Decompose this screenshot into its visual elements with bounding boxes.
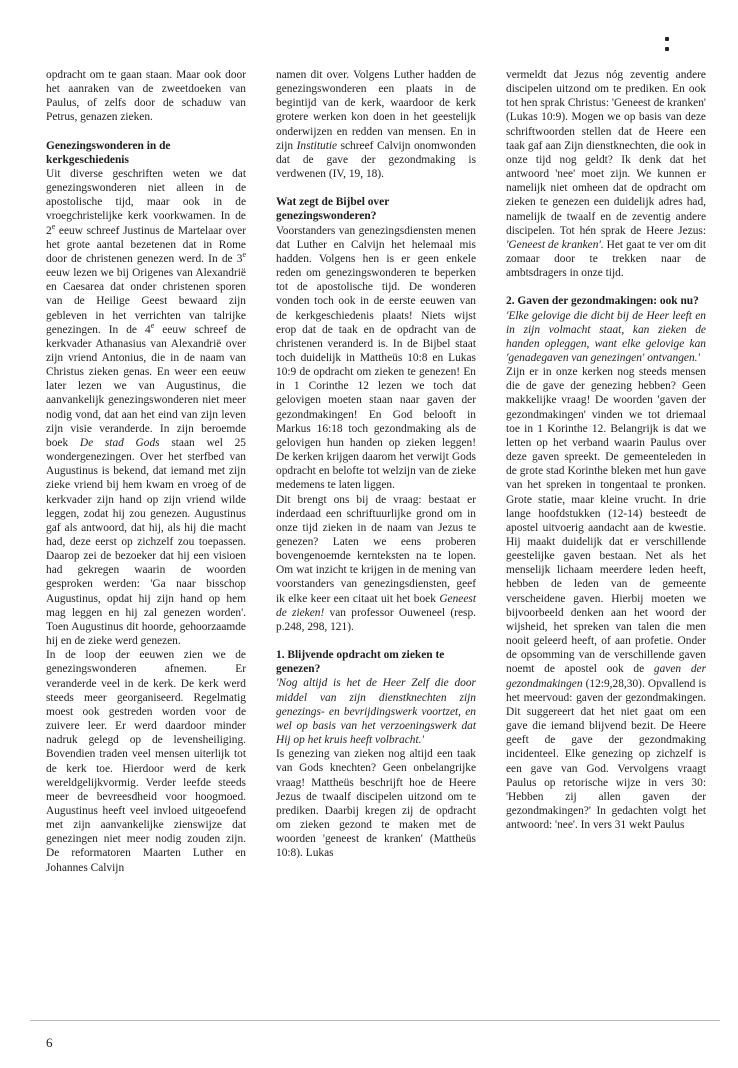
section-heading: 2. Gaven der gezondmakingen: ook nu?: [506, 295, 699, 308]
footer-rule: [30, 1020, 720, 1021]
mark-dot-icon: [665, 37, 669, 41]
paragraph: Voorstanders van genezingsdiensten menen dat Luther en Calvijn het helemaal mis hadden. Volgens hen is er geen enkele reden om genezingswonderen te beperken tot de apostolische tijd. De wonderen vonden toch ook in de eerste eeuwen van de kerkgeschiedenis plaats! Niets wijst erop dat de taak en de opdracht van de christenen veranderd is. In de Bijbel staat toch duidelijk in Mattheüs 10:8 en Lukas 10:9 de opdracht om zieken te genezen! En in 1 Corinthe 12 lezen we toch dat gelovigen moeten staan naar gaven der gezondmakingen! En God belooft in Markus 16:18 toch gezondmaking als de gelovigen hun handen op zieken leggen! De kerken krijgen daarom het verwijt Gods opdracht en belofte tot welzijn van de zieke medemens te laten liggen.: [276, 224, 476, 492]
paragraph: Zijn er in onze kerken nog steeds mensen die de gave der genezing hebben? Geen makkelijke vraag! De woorden 'gaven der gezondmakingen' vinden we tot driemaal toe in 1 Korinthe 12. Belangrijk is dat we letten op het verband waarin Paulus over deze gaven spreekt. De gemeenteleden in de grote stad Korinthe bleken met hun gave van het spreken in tongentaal te pronken. Grote statie, maar kleine vrucht. In drie lange hoofdstukken (12-14) besteedt de apostel uitvoerig aandacht aan de kwestie. Hij maakt duidelijk dat er verschillende geestelijke gaven bestaan. Net als het menselijk lichaam meerdere leden heeft, hebben de leden van de gemeente verscheidene gaven. Hierbij moeten we bijvoorbeeld denken aan het woord der wijsheid, het spreken van talen die men nooit geleerd heeft, of aan profetie. Onder de opsomming van de verschillende gaven noemt de apostel ook de gaven der gezondmakingen (12:9,28,30). Opvallend is het meervoud: gaven der gezondmakingen. Dit suggereert dat het niet gaat om een gave die iemand blijvend bezit. De Heere geeft de gave der gezondmaking incidenteel. Elke genezing op zichzelf is een gave van God. Vervolgens vraagt Paulus op retorische wijze in vers 30: 'Hebben zij allen gaven der gezondmakingen?' In gedachten volgt het antwoord: 'nee'. In vers 31 wekt Paulus: [506, 366, 707, 832]
paragraph: vermeldt dat Jezus nóg zeventig andere discipelen uitzond om te prediken. En ook tot hen sprak Christus: 'Geneest de kranken' (Lukas 10:9). Mogen we op basis van deze schriftwoorden stellen dat de Heere een taak gaf aan Zijn dienstknechten, die ook in onze tijd nog geldt? Ik denk dat het antwoord 'nee' moet zijn. We kunnen er namelijk niet omheen dat de opdracht om zieken te genezen een duidelijk adres had, namelijk de twaalf en de zeventig andere discipelen. Tot hén sprak de Heere Jezus: 'Geneest de kranken'. Het gaat te ver om dit zomaar door te trekken naar de ambtsdragers in onze tijd.: [506, 69, 706, 280]
section-heading: Wat zegt de Bijbel over genezingswonderen?: [276, 196, 390, 223]
page-number: 6: [46, 1035, 53, 1050]
column-2: [276, 68, 476, 860]
corner-marks: [665, 33, 738, 53]
column-1: [46, 68, 246, 875]
column-3: [506, 68, 706, 832]
paragraph: In de loop der eeuwen zien we de genezingswonderen afnemen. Er veranderde veel in de kerk. De kerk werd steeds meer georganiseerd. Regelmatig moest ook gestreden worden voor de zuivere leer. Er werd daardoor minder nadruk gelegd op de levensheiliging. Bovendien traden veel mensen uiterlijk tot de kerk toe. Hierdoor werd de kerk wereldgelijkvormig. Verder leefde steeds meer de bevreesdheid voor hoogmoed. Augustinus heeft veel invloed uitgeoefend met zijn aanvankelijke zienswijze dat genezingen niet meer nodig zouden zijn. De reformatoren Maarten Luther en Johannes Calvijn: [46, 649, 246, 874]
quote: 'Nog altijd is het de Heer Zelf die door middel van zijn dienstknechten zijn genezings- en bevrijdingswerk voortzet, en wel op basis van het verzoeningswerk dat Hij op het kruis heeft volbracht.': [276, 677, 476, 747]
paragraph: Is genezing van zieken nog altijd een taak van Gods knechten? Geen onbelangrijke vraag! Mattheüs beschrijft hoe de Heere Jezus de twaalf discipelen uitzond om te prediken. Daarbij kregen zij de opdracht om zieken gezond te maken met de woorden 'geneest de kranken' (Mattheüs 10:8). Lukas: [276, 748, 476, 860]
mark-dot-icon: [665, 47, 669, 51]
section-heading: Genezingswonderen in de kerkgeschiedenis: [46, 139, 171, 166]
paragraph: Dit brengt ons bij de vraag: bestaat er inderdaad een schriftuurlijke grond om in onze tijd zieken in de naam van Jezus te genezen? Laten we eens proberen bovengenoemde kernteksten na te lopen. Om wat inzicht te krijgen in de mening van voorstanders van genezingsdiensten, geef ik elke keer een citaat uit het boek Geneest de zieken! van professor Ouweneel (resp. p.248, 298, 121).: [276, 493, 476, 633]
paragraph: Uit diverse geschriften weten we dat genezingswonderen niet alleen in de apostolische tijd, maar ook in de vroegchristelijke kerk voorkwamen. In de 2e eeuw schreef Justinus de Martelaar over het grote aantal bezetenen dat in Rome door de christenen genezen werd. In de 3e eeuw lezen we bij Origenes van Alexandrië en Caesarea dat onder christenen sporen van de Heilige Geest bewaard zijn gebleven in het verrichten van talrijke genezingen. In de 4e eeuw schreef de kerkvader Athanasius van Alexandrië over zijn vriend Antonius, die in de naam van Christus zieken genas. En weer een eeuw later lezen we van Augustinus, die aanvankelijk genezingswonderen niet meer nodig vond, dat aan het eind van zijn leven zijn visie veranderde. In zijn beroemde boek De stad Gods staan wel 25 wondergenezingen. Over het sterfbed van Augustinus is bekend, dat iemand met zijn zieke vriend bij hem kwam en vroeg of de kerkvader zijn hand op zijn vriend wilde leggen, zodat hij zou genezen. Augustinus gaf als antwoord, dat hij, als hij die macht had, deze eerst op zichzelf zou toepassen. Daarop zei de bezoeker dat hij een visioen had gekregen waarin de woorden gesproken werden: 'Ga naar bisschop Augustinus, opdat hij zijn hand op hem mag leggen en hij zal genezen worden'. Toen Augustinus dit hoorde, gehoorzaamde hij en de zieke werd genezen.: [46, 167, 246, 648]
quote: 'Elke gelovige die dicht bij de Heer leeft en in zijn volmacht staat, kan zieken de handen opleggen, want elke gelovige kan 'genadegaven van genezingen' ontvangen.': [506, 309, 706, 364]
section-heading: 1. Blijvende opdracht om zieken te genezen?: [276, 649, 445, 676]
paragraph: namen dit over. Volgens Luther hadden de genezingswonderen een plaats in de begintijd van de kerk, waardoor de kerk grotere werken kon doen in het geestelijk onderwijzen en redden van mensen. En in zijn Institutie schreef Calvijn onomwonden dat de gave der gezondmaking is verdwenen (IV, 19, 18).: [276, 69, 476, 181]
paragraph: opdracht om te gaan staan. Maar ook door het aanraken van de zweetdoeken van Paulus, of zelfs door de schaduw van Petrus, genazen zieken.: [46, 69, 246, 124]
